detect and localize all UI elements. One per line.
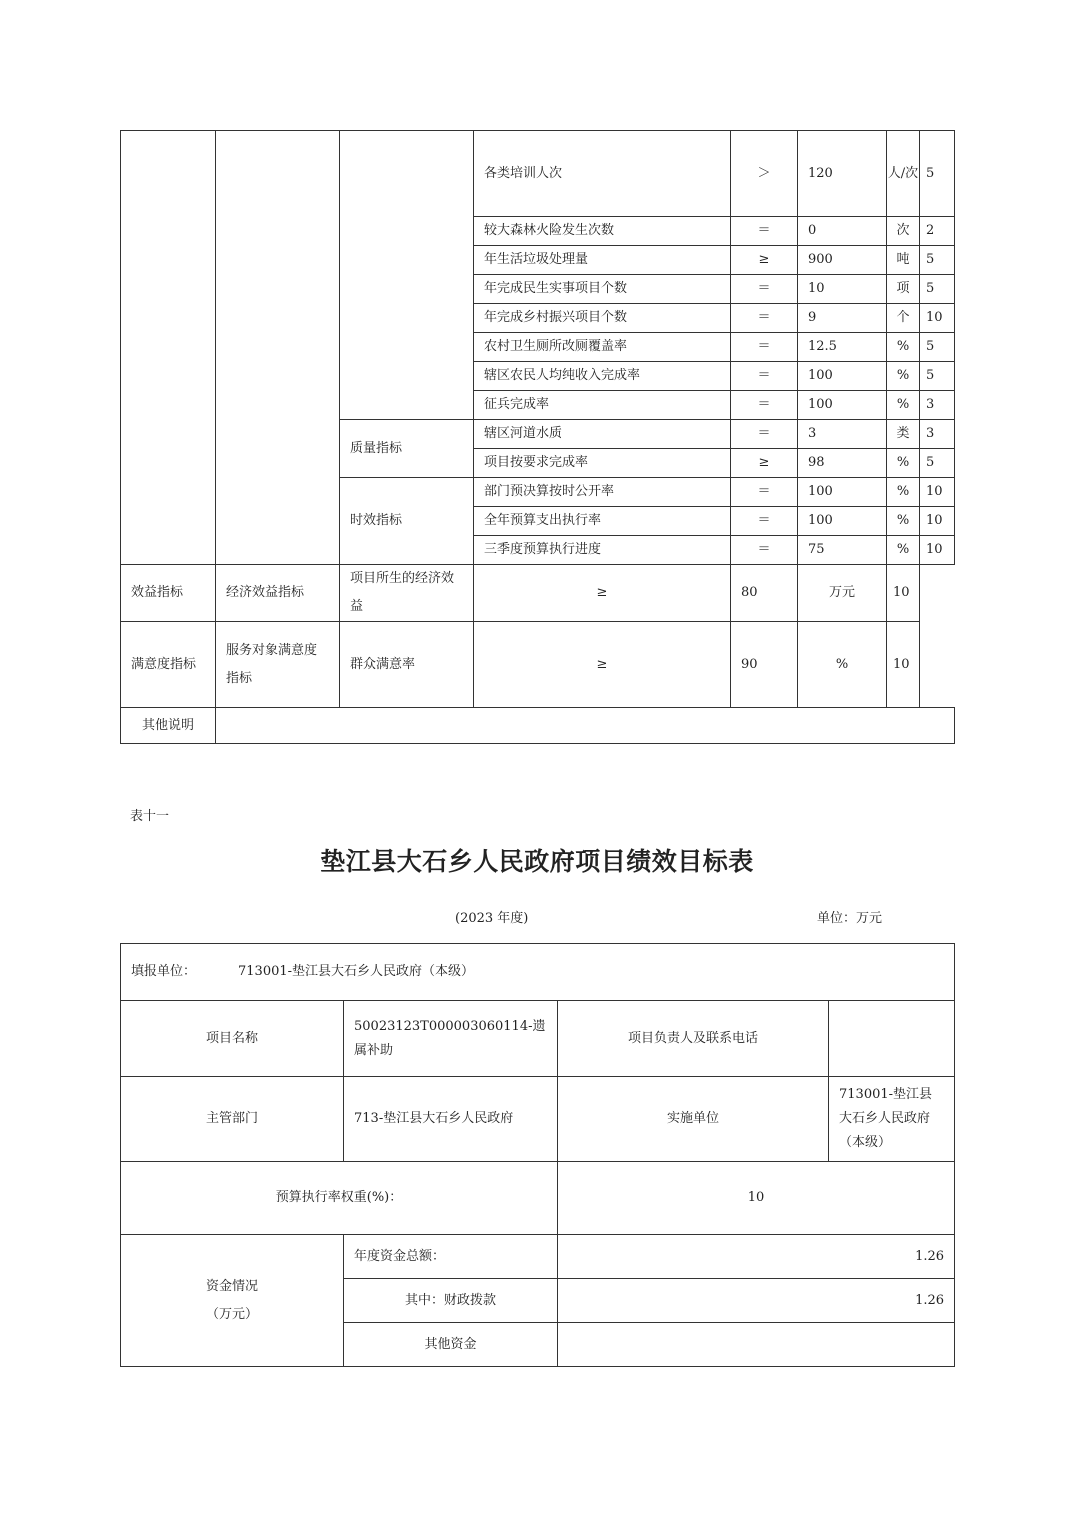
other-funds-value [558, 1323, 955, 1367]
unit-cell: 个 [887, 304, 920, 333]
indicator-cell: 征兵完成率 [474, 391, 731, 420]
operator-cell: ＝ [731, 536, 798, 565]
fill-unit-row [121, 944, 955, 1001]
value-cell: 0 [798, 217, 887, 246]
operator-cell: ≥ [731, 449, 798, 478]
value-cell: 3 [798, 420, 887, 449]
operator-cell: ＝ [731, 362, 798, 391]
unit-cell: % [887, 507, 920, 536]
indicator-cell: 年完成民生实事项目个数 [474, 275, 731, 304]
performance-indicator-table [120, 130, 955, 744]
value-cell: 90 [731, 622, 798, 708]
indicator-cell: 项目按要求完成率 [474, 449, 731, 478]
contact-label: 项目负责人及联系电话 [558, 1001, 829, 1077]
value-cell: 98 [798, 449, 887, 478]
fiscal-year: (2023 年度) [455, 911, 529, 926]
indicator-cell: 辖区河道水质 [474, 420, 731, 449]
operator-cell: ＝ [731, 304, 798, 333]
indicator-cell: 全年预算支出执行率 [474, 507, 731, 536]
value-cell: 100 [798, 391, 887, 420]
score-cell: 3 [920, 391, 955, 420]
indicator-cell: 农村卫生厕所改厕覆盖率 [474, 333, 731, 362]
level2-cell: 满意度指标 [121, 622, 216, 708]
contact-value [829, 1001, 955, 1077]
unit-cell: % [887, 449, 920, 478]
other-funds-label: 其他资金 [344, 1323, 558, 1367]
level3-cell: 服务对象满意度指标 [216, 622, 340, 708]
value-cell: 75 [798, 536, 887, 565]
unit-cell: 万元 [798, 565, 887, 622]
operator-cell: ≥ [731, 246, 798, 275]
score-cell: 5 [920, 131, 955, 217]
score-cell: 10 [887, 622, 920, 708]
operator-cell: ＝ [731, 275, 798, 304]
indicator-cell: 年完成乡村振兴项目个数 [474, 304, 731, 333]
indicator-cell: 群众满意率 [340, 622, 474, 708]
funds-label-cell [121, 1235, 344, 1367]
indicator-cell: 各类培训人次 [474, 131, 731, 217]
score-cell: 5 [920, 362, 955, 391]
table-caption: 表十一 [130, 809, 170, 824]
page-title: 垫江县大石乡人民政府项目绩效目标表 [320, 847, 754, 876]
unit-cell: % [887, 362, 920, 391]
operator-cell: ＝ [731, 391, 798, 420]
unit-cell: 项 [887, 275, 920, 304]
fill-unit-label: 填报单位： [131, 964, 197, 979]
dept-value: 713-垫江县大石乡人民政府 [344, 1077, 558, 1162]
impl-unit-value: 713001-垫江县大石乡人民政府（本级） [829, 1077, 955, 1162]
score-cell: 5 [920, 449, 955, 478]
funds-unit: （万元） [205, 1306, 258, 1322]
value-cell: 9 [798, 304, 887, 333]
unit-cell: % [887, 391, 920, 420]
value-cell: 12.5 [798, 333, 887, 362]
score-cell: 5 [920, 275, 955, 304]
fill-unit-value: 713001-垫江县大石乡人民政府（本级） [238, 964, 475, 979]
level3-cell: 时效指标 [340, 478, 474, 565]
score-cell: 5 [920, 246, 955, 275]
level3-cell [340, 131, 474, 420]
level1-cell [121, 131, 216, 565]
score-cell: 10 [920, 304, 955, 333]
operator-cell: ＝ [731, 507, 798, 536]
level2-cell [216, 131, 340, 565]
total-funds-value: 1.26 [558, 1235, 955, 1279]
operator-cell: ＝ [731, 420, 798, 449]
funds-label: 资金情况 [205, 1278, 258, 1294]
score-cell: 10 [920, 478, 955, 507]
currency-unit: 单位：万元 [817, 911, 883, 926]
operator-cell: ＞ [731, 131, 798, 217]
indicator-cell: 三季度预算执行进度 [474, 536, 731, 565]
fiscal-funds-label: 其中：财政拨款 [344, 1279, 558, 1323]
indicator-cell: 辖区农民人均纯收入完成率 [474, 362, 731, 391]
value-cell: 100 [798, 362, 887, 391]
value-cell: 900 [798, 246, 887, 275]
value-cell: 10 [798, 275, 887, 304]
other-notes-label: 其他说明 [121, 708, 216, 744]
project-name-value: 50023123T000003060114-遗属补助 [344, 1001, 558, 1077]
dept-label: 主管部门 [121, 1077, 344, 1162]
unit-cell: 人/次 [887, 131, 920, 217]
unit-cell: % [887, 333, 920, 362]
project-info-table [120, 943, 955, 1367]
score-cell: 2 [920, 217, 955, 246]
unit-cell: 吨 [887, 246, 920, 275]
unit-cell: % [887, 536, 920, 565]
project-name-label: 项目名称 [121, 1001, 344, 1077]
operator-cell: ≥ [474, 622, 731, 708]
total-funds-label: 年度资金总额： [344, 1235, 558, 1279]
level2-cell: 效益指标 [121, 565, 216, 622]
unit-cell: % [887, 478, 920, 507]
value-cell: 120 [798, 131, 887, 217]
operator-cell: ＝ [731, 217, 798, 246]
operator-cell: ≥ [474, 565, 731, 622]
operator-cell: ＝ [731, 478, 798, 507]
score-cell: 10 [920, 507, 955, 536]
level3-cell: 经济效益指标 [216, 565, 340, 622]
score-cell: 3 [920, 420, 955, 449]
value-cell: 100 [798, 507, 887, 536]
fiscal-funds-value: 1.26 [558, 1279, 955, 1323]
indicator-cell: 较大森林火险发生次数 [474, 217, 731, 246]
operator-cell: ＝ [731, 333, 798, 362]
indicator-cell: 项目所生的经济效益 [340, 565, 474, 622]
indicator-cell: 年生活垃圾处理量 [474, 246, 731, 275]
unit-cell: % [798, 622, 887, 708]
impl-unit-label: 实施单位 [558, 1077, 829, 1162]
score-cell: 5 [920, 333, 955, 362]
value-cell: 80 [731, 565, 798, 622]
score-cell: 10 [887, 565, 920, 622]
unit-cell: 类 [887, 420, 920, 449]
score-cell: 10 [920, 536, 955, 565]
weight-label: 预算执行率权重(%)： [121, 1162, 558, 1235]
unit-cell: 次 [887, 217, 920, 246]
other-notes-value [216, 708, 955, 744]
value-cell: 100 [798, 478, 887, 507]
weight-value: 10 [558, 1162, 955, 1235]
level3-cell: 质量指标 [340, 420, 474, 478]
indicator-cell: 部门预决算按时公开率 [474, 478, 731, 507]
